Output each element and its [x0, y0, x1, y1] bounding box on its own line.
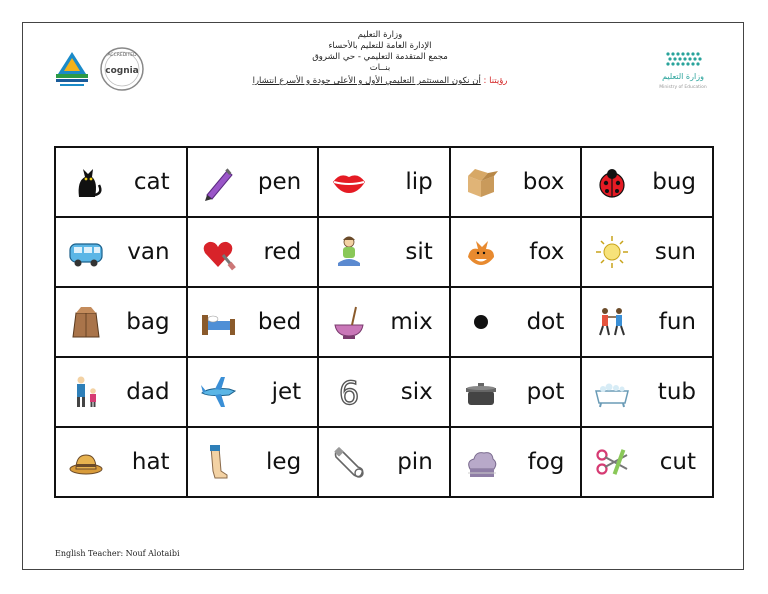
word-cell-tub — [581, 357, 713, 427]
box-icon — [461, 162, 501, 202]
safety-pin-icon — [329, 442, 369, 482]
word-cell-pen — [187, 147, 319, 217]
pen-icon — [198, 162, 238, 202]
dad-child-icon — [66, 372, 106, 412]
word-card — [582, 288, 712, 356]
word-card — [582, 428, 712, 496]
fog-icon — [461, 442, 501, 482]
header-line-girls: بنــات — [369, 63, 391, 73]
word-card — [188, 358, 318, 426]
word-label: leg — [266, 449, 302, 475]
ministry-logo-icon — [648, 46, 728, 98]
sun-icon — [592, 232, 632, 272]
word-label: bug — [652, 169, 696, 195]
word-card — [582, 218, 712, 286]
word-row — [55, 147, 713, 217]
word-label: box — [522, 169, 565, 195]
word-cell-van — [55, 217, 187, 287]
word-cell-sun — [581, 217, 713, 287]
word-cell-red — [187, 217, 319, 287]
word-cell-cat — [55, 147, 187, 217]
paper-bag-icon — [66, 302, 106, 342]
word-cell-fox — [450, 217, 582, 287]
word-card — [582, 148, 712, 216]
word-label: mix — [390, 309, 433, 335]
word-label: fog — [527, 449, 565, 475]
word-label: tub — [657, 379, 696, 405]
word-card — [188, 428, 318, 496]
vision-text: أن نكون المستثمر التعليمي الأول و الأعلى جودة و الأسرع انتشارا — [252, 76, 481, 86]
leg-icon — [198, 442, 238, 482]
pot-icon — [461, 372, 501, 412]
word-card — [188, 148, 318, 216]
word-cell-bed — [187, 287, 319, 357]
word-cell-fog — [450, 427, 582, 497]
word-card — [56, 288, 186, 356]
word-card — [188, 218, 318, 286]
word-card — [451, 148, 581, 216]
word-cell-lip — [318, 147, 450, 217]
word-cell-pin — [318, 427, 450, 497]
word-cell-bug — [581, 147, 713, 217]
lips-icon — [329, 162, 369, 202]
jet-icon — [198, 372, 238, 412]
cat-icon — [66, 162, 106, 202]
word-card — [451, 288, 581, 356]
word-row — [55, 217, 713, 287]
word-cell-cut — [581, 427, 713, 497]
number-six-icon — [329, 372, 369, 412]
word-cell-six — [318, 357, 450, 427]
word-card — [56, 218, 186, 286]
word-label: dad — [126, 379, 170, 405]
red-heart-icon — [198, 232, 238, 272]
word-cell-dot — [450, 287, 582, 357]
word-cell-mix — [318, 287, 450, 357]
bed-icon — [198, 302, 238, 342]
dancing-kids-icon — [592, 302, 632, 342]
word-label: cat — [133, 169, 170, 195]
word-cell-sit — [318, 217, 450, 287]
word-card — [451, 428, 581, 496]
word-card — [188, 288, 318, 356]
word-cell-jet — [187, 357, 319, 427]
word-row — [55, 357, 713, 427]
vision-key: رؤيتنا : — [483, 76, 508, 86]
mixing-bowl-icon — [329, 302, 369, 342]
header-line-ministry: وزارة التعليم — [357, 30, 403, 40]
word-label: pen — [257, 169, 302, 195]
word-label: bed — [257, 309, 302, 335]
word-card — [319, 358, 449, 426]
ladybug-icon — [592, 162, 632, 202]
word-row — [55, 427, 713, 497]
ministry-logo — [648, 46, 728, 98]
word-label: pin — [397, 449, 433, 475]
word-label: sun — [654, 239, 696, 265]
hat-icon — [66, 442, 106, 482]
word-label: hat — [131, 449, 170, 475]
word-label: jet — [271, 379, 302, 405]
word-card — [451, 358, 581, 426]
word-card — [56, 148, 186, 216]
fox-icon — [461, 232, 501, 272]
word-row — [55, 287, 713, 357]
svg-text:6: 6 — [339, 374, 360, 411]
word-cell-box — [450, 147, 582, 217]
school-header — [230, 30, 530, 87]
header-line-directorate: الإدارة العامة للتعليم بالأحساء — [328, 41, 432, 51]
badge-cognia: cognia — [105, 66, 139, 76]
word-label: lip — [405, 169, 433, 195]
word-card — [319, 218, 449, 286]
header-line-complex: مجمع المتقدمة التعليمي - حي الشروق — [312, 52, 448, 62]
word-card — [319, 428, 449, 496]
word-label: fox — [529, 239, 565, 265]
word-label: pot — [526, 379, 565, 405]
vision-statement — [230, 76, 530, 87]
word-label: dot — [526, 309, 565, 335]
word-card — [56, 428, 186, 496]
bathtub-icon — [592, 372, 632, 412]
word-grid — [54, 146, 714, 498]
word-cell-bag — [55, 287, 187, 357]
word-label: fun — [658, 309, 696, 335]
word-cell-leg — [187, 427, 319, 497]
badge-accredited: ACCREDITED — [107, 53, 137, 58]
left-logos — [52, 44, 147, 96]
word-card — [582, 358, 712, 426]
school-logo-icon — [52, 44, 147, 96]
word-label: van — [127, 239, 170, 265]
word-cell-hat — [55, 427, 187, 497]
word-label: red — [263, 239, 302, 265]
scissors-icon — [592, 442, 632, 482]
word-cell-fun — [581, 287, 713, 357]
sitting-child-icon — [329, 232, 369, 272]
word-card — [319, 148, 449, 216]
van-icon — [66, 232, 106, 272]
word-cell-pot — [450, 357, 582, 427]
word-card — [319, 288, 449, 356]
word-card — [451, 218, 581, 286]
word-cell-dad — [55, 357, 187, 427]
dot-icon — [461, 302, 501, 342]
word-label: sit — [405, 239, 433, 265]
word-label: bag — [126, 309, 170, 335]
word-label: six — [400, 379, 433, 405]
word-label: cut — [659, 449, 696, 475]
ministry-subtitle: Ministry of Education — [659, 85, 707, 90]
word-card — [56, 358, 186, 426]
ministry-title: وزارة التعليم — [662, 72, 704, 81]
teacher-credit: English Teacher: Nouf Alotaibi — [55, 549, 180, 558]
